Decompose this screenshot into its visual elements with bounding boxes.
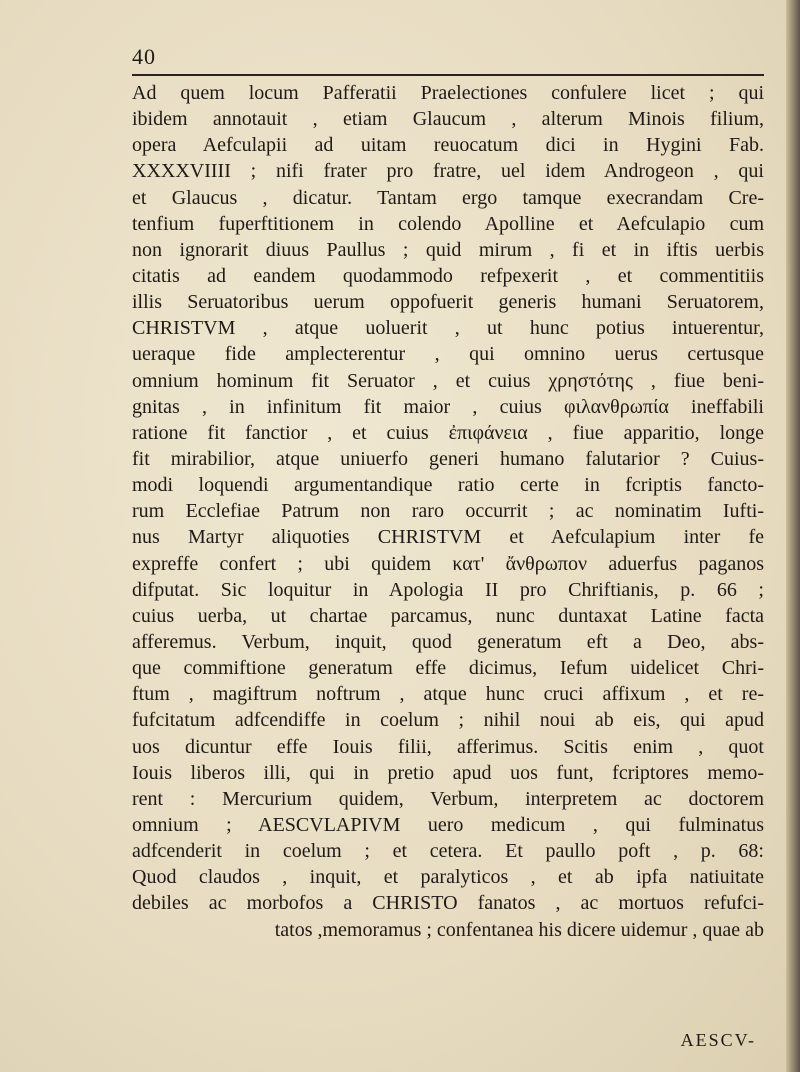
page-number: 40: [132, 44, 156, 69]
text-line: rum Ecclefiae Patrum non raro occurrit ; ac nominatim Iufti-: [132, 500, 764, 523]
page-edge-shadow: [786, 0, 800, 1072]
text-line: cuius uerba, ut chartae parcamus, nunc duntaxat Latine facta: [132, 604, 764, 627]
text-line: omnium hominum fit Seruator , et cuius χρηστότης , fiue beni-: [132, 369, 764, 392]
text-line: opera Aefculapii ad uitam reuocatum dici in Hygini Fab.: [132, 134, 764, 157]
text-line: uos dicuntur effe Iouis filii, afferimus. Scitis enim , quot: [132, 735, 764, 758]
text-line: Quod claudos , inquit, et paralyticos , et ab ipfa natiuitate: [132, 866, 764, 889]
text-line: non ignorarit diuus Paullus ; quid mirum , fi et in iftis uerbis: [132, 238, 764, 261]
body-text: [132, 80, 764, 943]
text-line: tenfium fuperftitionem in colendo Apolline et Aefculapio cum: [132, 212, 764, 235]
text-line: expreffe confert ; ubi quidem κατ' ἄνθρωπον aduerfus paganos: [132, 552, 764, 575]
text-line: omnium ; AESCVLAPIVM uero medicum , qui fulminatus: [132, 813, 764, 836]
text-line: gnitas , in infinitum fit maior , cuius φιλανθρωπία ineffabili: [132, 395, 764, 418]
text-line: difputat. Sic loquitur in Apologia II pro Chriftianis, p. 66 ;: [132, 578, 764, 601]
text-line: tatos ,memoramus ; confentanea his dicere uidemur , quae ab: [274, 918, 764, 941]
text-line: ratione fit fanctior , et cuius ἐπιφάνεια , fiue apparitio, longe: [132, 421, 764, 444]
text-line: que commiftione generatum effe dicimus, Iefum uidelicet Chri-: [132, 657, 764, 680]
text-line: debiles ac morbofos a CHRISTO fanatos , ac mortuos refufci-: [132, 892, 764, 915]
text-line: et Glaucus , dicatur. Tantam ergo tamque execrandam Cre-: [132, 186, 764, 209]
text-line: CHRISTVM , atque uoluerit , ut hunc potius intuerentur,: [132, 317, 764, 340]
text-line: citatis ad eandem quodammodo refpexerit , et commentitiis: [132, 264, 764, 287]
text-line: fufcitatum adfcendiffe in coelum ; nihil noui ab eis, qui apud: [132, 709, 764, 732]
text-line: illis Seruatoribus uerum oppofuerit generis humani Seruatorem,: [132, 291, 764, 314]
text-line: XXXXVIIII ; nifi frater pro fratre, uel idem Androgeon , qui: [132, 160, 764, 183]
text-line: Ad quem locum Pafferatii Praelectiones confulere licet ; qui: [132, 82, 764, 104]
text-line: nus Martyr aliquoties CHRISTVM et Aefculapium inter fe: [132, 526, 764, 549]
header-rule: [132, 74, 764, 76]
text-line: ibidem annotauit , etiam Glaucum , alterum Minois filium,: [132, 108, 764, 131]
text-line: rent : Mercurium quidem, Verbum, interpretem ac doctorem: [132, 787, 764, 810]
text-line: fit mirabilior, atque uniuerfo generi humano falutarior ? Cuius-: [132, 447, 764, 470]
catchword: AESCV-: [680, 1030, 756, 1050]
text-line: Iouis liberos illi, qui in pretio apud uos funt, fcriptores memo-: [132, 761, 764, 784]
text-line: modi loquendi argumentandique ratio certe in fcriptis fancto-: [132, 474, 764, 497]
text-line: adfcenderit in coelum ; et cetera. Et paullo poft , p. 68:: [132, 840, 764, 863]
text-line: afferemus. Verbum, inquit, quod generatum eft a Deo, abs-: [132, 630, 764, 653]
text-line: ueraque fide amplecterentur , qui omnino uerus certusque: [132, 343, 764, 366]
text-line: ftum , magiftrum noftrum , atque hunc cruci affixum , et re-: [132, 683, 764, 706]
